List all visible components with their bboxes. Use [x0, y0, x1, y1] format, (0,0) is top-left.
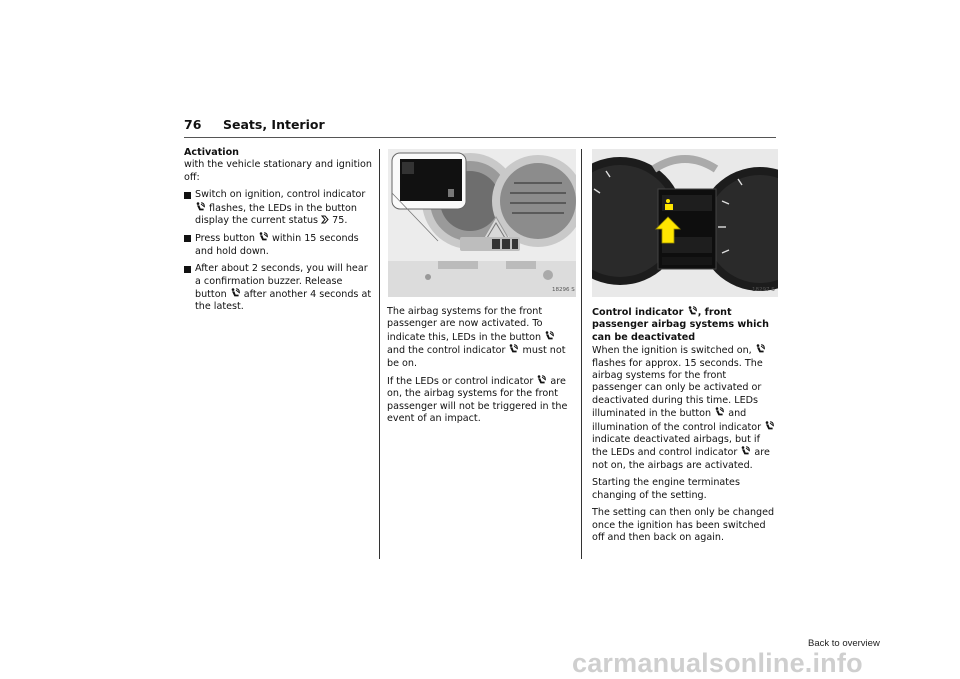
list-item: After about 2 seconds, you will hear a confirmation buzzer. Release button after another 4 seconds at the latest.: [184, 263, 372, 314]
list-item: Switch on ignition, control indicator flashes, the LEDs in the button display the current status 75.: [184, 189, 372, 227]
activation-intro: with the vehicle stationary and ignition off:: [184, 159, 372, 183]
activation-heading: Activation: [184, 147, 240, 158]
paragraph: If the LEDs or control indicator are on, the airbag systems for the front passenger will not be triggered in the event of an impact.: [387, 376, 568, 425]
activation-result-text: [387, 306, 575, 431]
watermark: carmanualsonline.info: [572, 648, 863, 678]
airbag-off-icon: [509, 344, 518, 354]
page-title: Seats, Interior: [223, 117, 325, 132]
airbag-off-icon: [741, 446, 750, 456]
airbag-off-icon: [756, 344, 765, 354]
airbag-off-icon: [765, 421, 774, 431]
bullet-square: [184, 266, 191, 273]
activation-section: [184, 147, 372, 319]
figure-code: 18296 S: [552, 287, 575, 293]
bullet-square: [184, 192, 191, 199]
bullet-square: [184, 235, 191, 242]
airbag-off-icon: [259, 232, 268, 242]
paragraph: Starting the engine terminates changing of the setting.: [592, 477, 740, 501]
header-divider: [184, 137, 776, 138]
figure-code: 18297 S: [752, 287, 775, 293]
column-divider-left: [379, 149, 380, 559]
airbag-off-icon: [545, 331, 554, 341]
page-number: 76: [184, 117, 202, 132]
list-item: Press button within 15 seconds and hold down.: [184, 232, 372, 258]
control-indicator-section: [592, 306, 778, 549]
airbag-off-icon: [231, 288, 240, 298]
instrument-cluster-photo: [592, 149, 778, 297]
column-divider-right: [581, 149, 582, 559]
dashboard-button-photo: [388, 149, 576, 297]
paragraph: When the ignition is switched on, flashes for approx. 15 seconds. The airbag systems for the front passenger can only be activated or deactivated during this time. LEDs illuminated in the button and illumination of the control indicator indicate deactivated airbags, but if the LEDs and control indicator are not on, the airbags are activated.: [592, 344, 778, 472]
page-reference-link[interactable]: 75.: [329, 215, 348, 227]
airbag-off-icon: [688, 306, 697, 316]
airbag-off-icon: [715, 407, 724, 417]
airbag-off-icon: [196, 202, 205, 212]
page-reference-arrow-icon: [321, 215, 329, 224]
paragraph: The airbag systems for the front passenger are now activated. To indicate this, LEDs in the button and the control indicator must not be on.: [387, 306, 566, 369]
back-to-overview-link[interactable]: Back to overview: [808, 638, 880, 649]
airbag-off-icon: [537, 375, 546, 385]
paragraph: The setting can then only be changed once the ignition has been switched off and then back on again.: [592, 507, 775, 543]
control-indicator-heading: Control indicator , front passenger airbag systems which can be deactivated: [592, 307, 769, 343]
